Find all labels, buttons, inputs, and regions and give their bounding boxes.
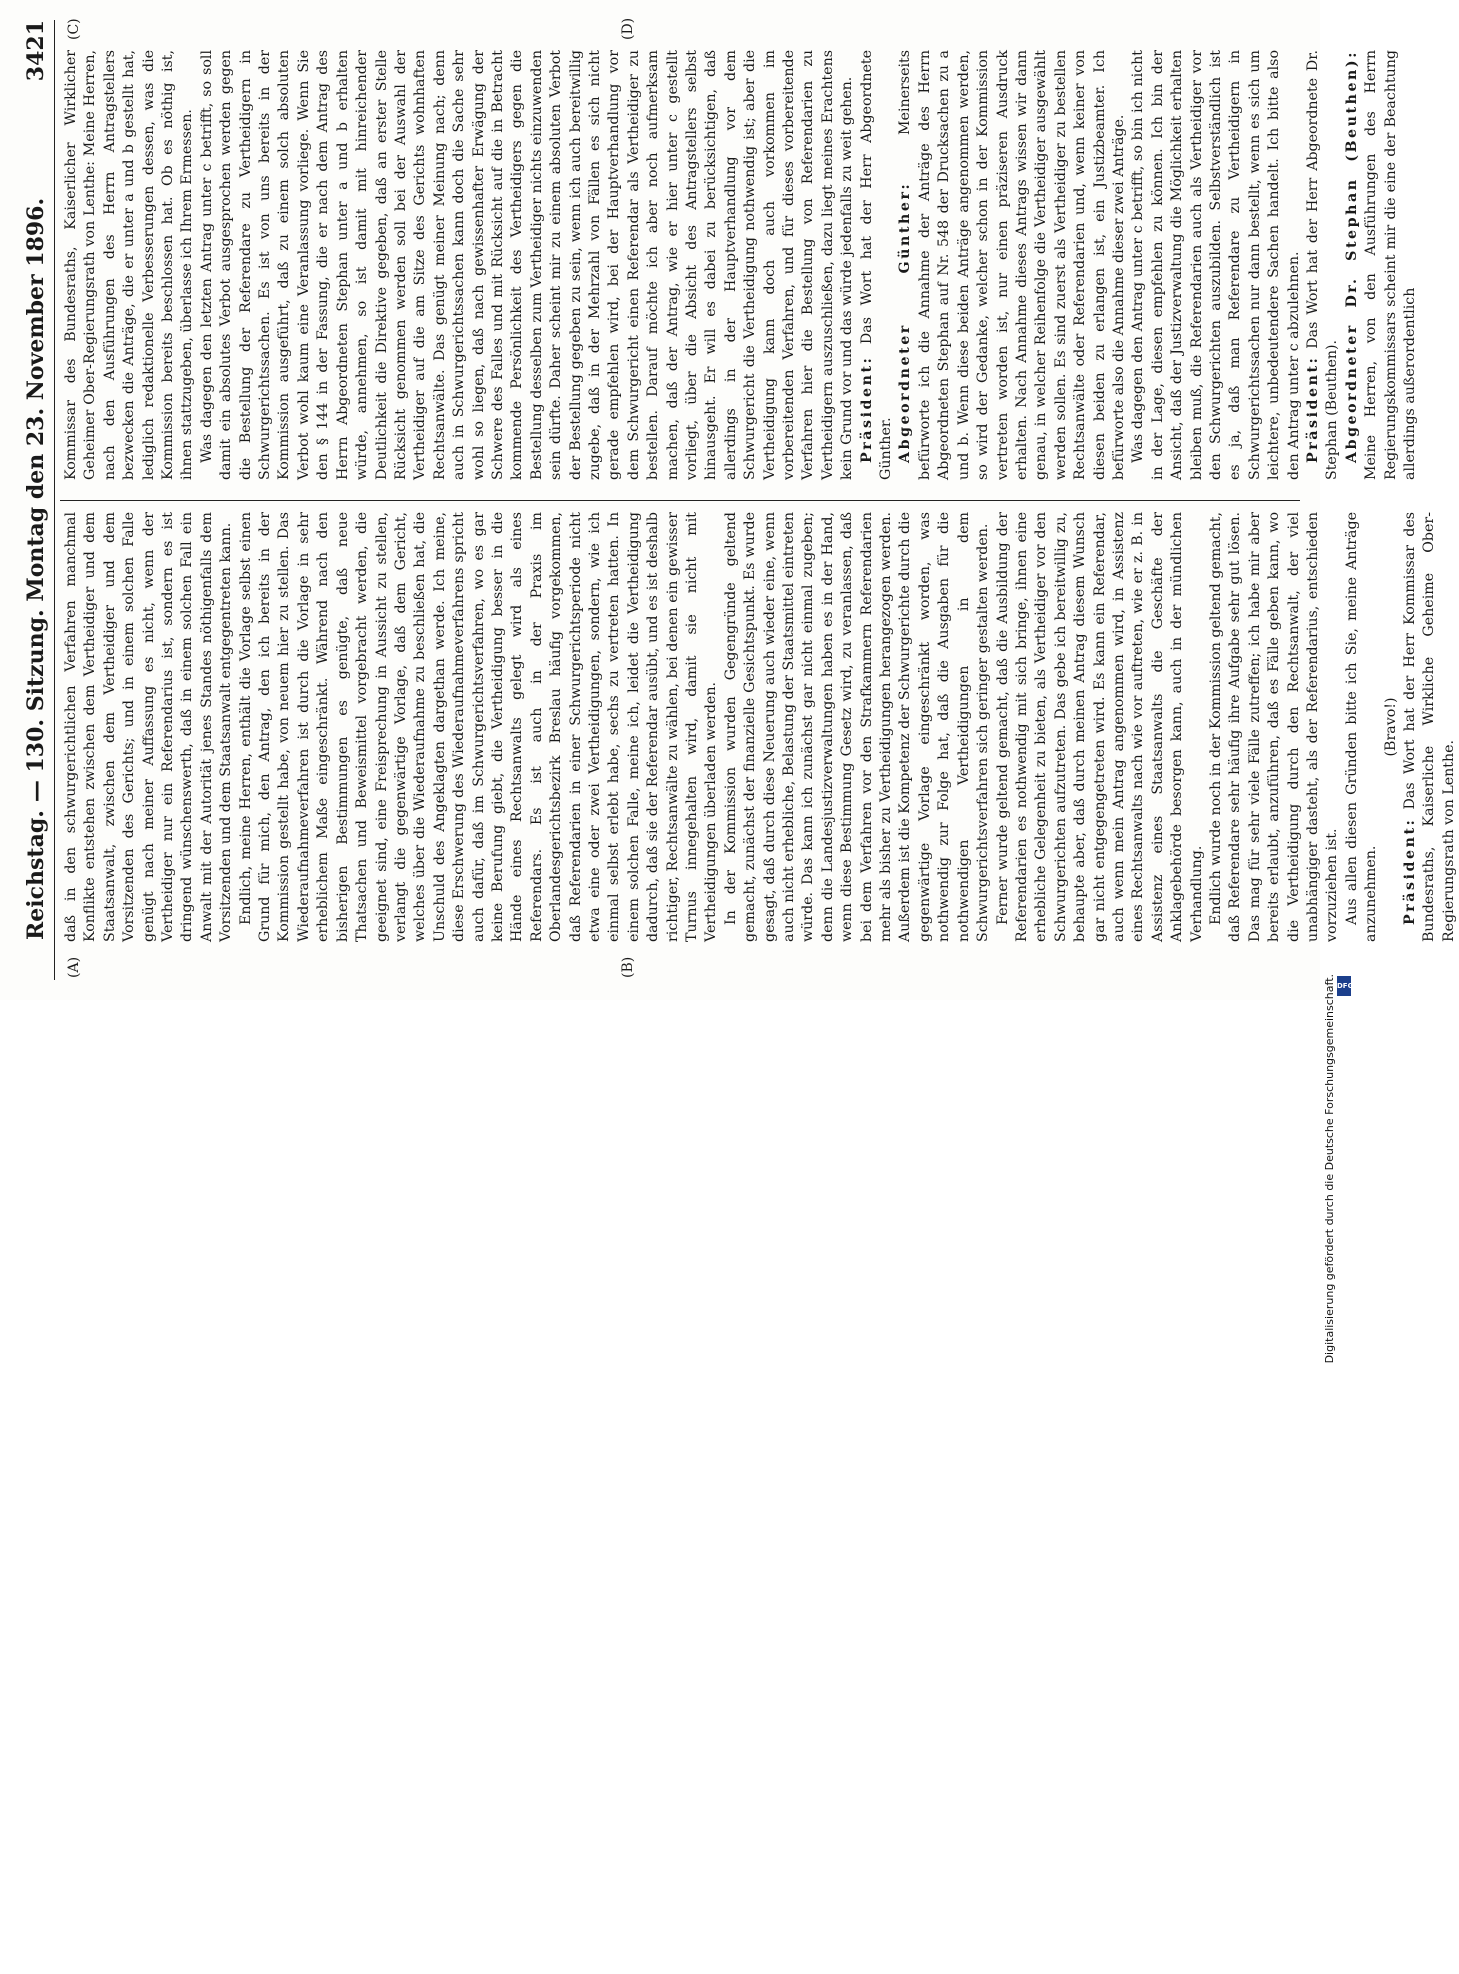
- paragraph: Endlich, meine Herren, enthält die Vorlage selbst einen Grund für mich, den Antrag, den ich bereits in der Kommission gestellt habe, von neuem hier zu stellen. Das Wiederaufnahmeverfahren ist durch die Vorlage in sehr erheblichem Maße eingeschränkt. Während nach den bisherigen Bestimmungen es genügte, daß neue Thatsachen und Beweismittel vorgebracht werden, die geeignet sind, eine Freisprechung in Aussicht zu stellen, verlangt die gegenwärtige Vorlage, daß dem Gericht, welches über die Wiederaufnahme zu beschließen hat, die Unschuld des Angeklagten dargethan werde. Ich meine, diese Erschwerung des Wiederaufnahmeverfahrens spricht auch dafür, daß im Schwurgerichtsverfahren, wo es gar keine Berufung giebt, die Vertheidigung besser in die Hände eines Rechtsanwalts gelegt wird als eines Referendars. Es ist auch in der Praxis im Oberlandesgerichtsbezirk Breslau häufig vorgekommen, daß Referendarien in einer Schwurgerichtsperiode nicht etwa eine oder zwei Vertheidigungen, sondern, wie ich einmal selbst erlebt habe, sechs zu vertreten hatten. In einem solchen Falle, meine ich, leidet die Vertheidigung dadurch, daß sie der Referendar ausübt, und es ist deshalb richtiger, Rechtsanwälte zu wählen, bei denen ein gewisser Turnus innegehalten wird, damit sie nicht mit Vertheidigungen überladen werden.: [237, 512, 720, 942]
- digitization-credit: Digitalisierung gefördert durch die Deutsche Forschungsgemeinschaft.: [1323, 974, 1336, 1364]
- dfg-logo-icon: DFG: [1337, 976, 1351, 996]
- paragraph: In der Kommission wurden Gegengründe geltend gemacht, zunächst der finanzielle Gesichtspunkt. Es wurde gesagt, daß durch diese Neuerung auch wieder eine, wenn auch nicht erhebliche, Belastung der Staatsmittel eintreten würde. Das kann ich zunächst gar nicht einmal zugeben; denn die Landesjustizverwaltungen haben es in der Hand, wenn diese Bestimmung Gesetz wird, zu veranlassen, daß bei dem Verfahren vor den Strafkammern Referendarien mehr als bisher zu Vertheidigungen herangezogen werden. Außerdem ist die Kompetenz der Schwurgerichte durch die gegenwärtige Vorlage eingeschränkt worden, was nothwendig zur Folge hat, daß die Ausgaben für die nothwendigen Vertheidigungen in dem Schwurgerichtsverfahren sich geringer gestalten werden.: [722, 512, 992, 942]
- margin-label-b: (B): [620, 956, 636, 978]
- paragraph: Ferner wurde geltend gemacht, daß die Ausbildung der Referendarien es nothwendig mit sich bringe, ihnen eine erhebliche Gelegenheit zu bieten, als Vertheidiger vor den Schwurgerichten aufzutreten. Das gebe ich bereitwillig zu, behaupte aber, daß durch meinen Antrag diesem Wunsch gar nicht entgegengetreten wird. Es kann ein Referendar, auch wenn mein Antrag angenommen wird, in Assistenz eines Rechtsanwalts nach wie vor auftreten, wie er z. B. in Assistenz eines Staatsanwalts die Geschäfte der Anklagebehörde besorgen kann, auch in der mündlichen Verhandlung.: [994, 512, 1205, 942]
- speaker-label: Präsident:: [1402, 817, 1419, 925]
- paragraph: Aus allen diesen Gründen bitte ich Sie, meine Anträge anzunehmen.: [1343, 512, 1380, 942]
- speaker-label: Präsident:: [858, 355, 875, 463]
- paragraph: daß in den schwurgerichtlichen Verfahren manchmal Konflikte entstehen zwischen dem Vertheidiger und dem Staatsanwalt, zwischen dem Vertheidiger und dem Vorsitzenden des Gerichts; und in einem solchen Falle genügt nach meiner Auffassung es nicht, wenn der Vertheidiger nur ein Referendarius ist, sondern es ist dringend wünschenswerth, daß in einem solchen Fall ein Anwalt mit der Autorität jenes Standes nöthigenfalls dem Vorsitzenden und dem Staatsanwalt entgegentreten kann.: [63, 512, 235, 942]
- speech-text: Das Wort hat der Herr Kommissar des Bundesraths, Kaiserliche Wirkliche Geheime Ober-Regierungsrath von Lenthe.: [1402, 512, 1457, 942]
- speaker-label: Abgeordneter Günther:: [897, 181, 914, 463]
- paragraph: [1343, 50, 1421, 480]
- header-center: — 130. Sitzung. Montag den 23. November 1896.: [23, 197, 49, 803]
- paragraph: [1401, 512, 1459, 942]
- paragraph: Was dagegen den Antrag unter c betrifft, so bin ich nicht in der Lage, diesen empfehlen zu können. Ich bin der Ansicht, daß der Justizverwaltung die Möglichkeit erhalten bleiben muß, die Referendarien auch als Vertheidiger vor den Schwurgerichten auszubilden. Selbstverständlich ist es ja, daß man Referendare zu Vertheidigern in Schwurgerichtssachen nur dann bestellt, wenn es sich um leichtere, unbedeutendere Sachen handelt. Ich bitte also den Antrag unter c abzulehnen.: [1130, 50, 1302, 480]
- speech-text: Meinerseits befürworte ich die Annahme der Anträge des Herrn Abgeordneten Stephan auf Nr. 548 der Drucksachen zu a und b. Wenn diese beiden Anträge angenommen werden, so wird der Gedanke, welcher schon in der Kommission vertreten worden ist, nur einen präziseren Ausdruck erhalten. Nach Annahme dieses Antrags wissen wir dann genau, in welcher Reihenfolge die Vertheidiger ausgewählt werden sollen. Es sind zuerst als Vertheidiger zu bestellen Rechtsanwälte oder Referendarien und, wenn keiner von diesen beiden zu erlangen ist, ein Justizbeamter. Ich befürworte also die Annahme dieser zwei Anträge.: [897, 50, 1127, 480]
- page-header: [18, 20, 55, 980]
- page-number: 3421: [23, 20, 49, 82]
- speech-text: Das Wort hat der Herr Abgeordnete Günther.: [858, 50, 895, 480]
- interjection: (Bravo!): [1382, 697, 1399, 757]
- paragraph: Was dagegen den letzten Antrag unter c betrifft, so soll damit ein absolutes Verbot ausgesprochen werden gegen die Bestellung der Referendare zu Vertheidigern in Schwurgerichtssachen. Es ist von uns bereits in der Kommission ausgeführt, daß zu einem solch absoluten Verbot wohl kaum eine Veranlassung vorliege. Wenn Sie den § 144 in der Fassung, die er nach dem Antrag des Herrn Abgeordneten Stephan unter a und b erhalten würde, annehmen, so ist damit mit hinreichender Deutlichkeit die Direktive gegeben, daß an erster Stelle Rücksicht genommen werden soll bei der Auswahl der Vertheidiger auf die am Sitze des Gerichts wohnhaften Rechtsanwälte. Das genügt meiner Meinung nach; denn auch in Schwurgerichtssachen kann doch die Sache sehr wohl so liegen, daß nach gewissenhafter Erwägung der Schwere des Falles und mit Rücksicht auf die in Betracht kommende Persönlichkeit des Vertheidigers gegen die Bestellung desselben zum Vertheidiger nichts einzuwenden sein dürfte. Daher scheint mir zu einem absoluten Verbot der Bestellung gegeben zu sein, wenn ich auch bereitwillig zugebe, daß in der Mehrzahl von Fällen es sich nicht gerade empfehlen wird, bei der Hauptverhandlung vor dem Schwurgericht einen Referendar als Vertheidiger zu bestellen. Darauf möchte ich aber noch aufmerksam machen, daß der Antrag, wie er hier unter c gestellt vorliegt, über die Absicht des Antragstellers selbst hinausgeht. Er will es dabei zu berücksichtigen, daß allerdings in der Hauptverhandlung vor dem Schwurgericht die Vertheidigung nothwendig ist; aber die Vertheidigung kann doch auch vorkommen im vorbereitenden Verfahren, und für dieses vorbereitende Verfahren hier die Bestellung von Referendarien zu Vertheidigern auszuschließen, dazu liegt meines Erachtens kein Grund vor und das würde jedenfalls zu weit gehen.: [198, 50, 856, 480]
- paragraph: Endlich wurde noch in der Kommission geltend gemacht, daß Referendare sehr häufig ihre Aufgabe sehr gut lösen. Das mag für sehr viele Fälle zutreffen; ich habe mir aber bereits erlaubt, anzuführen, daß es Fälle geben kann, wo die Vertheidigung durch den Rechtsanwalt, der viel unabhängiger dasteht, als der Referendarius, entschieden vorzuziehen ist.: [1207, 512, 1341, 942]
- left-column: [62, 512, 1457, 942]
- speech-text: Meine Herren, von den Ausführungen des Herrn Regierungskommissars scheint mir die eine der Beachtung allerdings außerordentlich: [1363, 50, 1419, 480]
- paragraph: [896, 50, 1129, 480]
- margin-label-c: (C): [66, 18, 82, 40]
- speaker-label: Präsident:: [1305, 355, 1321, 463]
- paragraph: Kommissar des Bundesraths, Kaiserlicher Wirklicher Geheimer Ober-Regierungsrath von Lenthe: Meine Herren, nach den Ausführungen des Herrn Antragstellers bezwecken die Anträge, die er unter a und b gestellt hat, lediglich redaktionelle Verbesserungen dessen, was die Kommission bereits beschlossen hat. Ob es nöthig ist, ihnen stattzugeben, überlasse ich Ihrem Ermessen.: [63, 50, 196, 480]
- speaker-label: Abgeordneter Dr. Stephan (Beuthen):: [1343, 50, 1360, 463]
- margin-label-a: (A): [66, 956, 82, 978]
- header-left: Reichstag.: [23, 810, 49, 940]
- speech-text: Das Wort hat der Herr Abgeordnete Dr. Stephan (Beuthen).: [1305, 49, 1341, 480]
- paragraph: [858, 50, 897, 480]
- right-column: [62, 49, 1419, 480]
- column-divider: [60, 500, 1300, 501]
- margin-label-d: (D): [620, 17, 636, 40]
